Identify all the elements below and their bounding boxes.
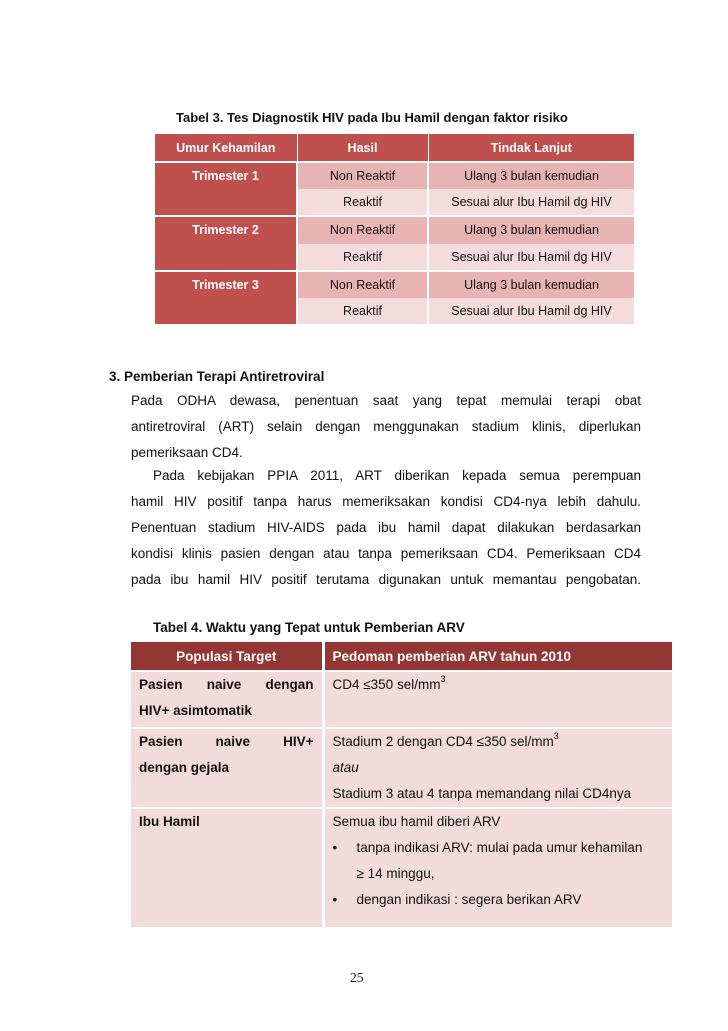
table4-row1-populasi [131,671,323,728]
table3-cell: Sesuai alur Ibu Hamil dg HIV [428,244,634,271]
table4-text: dengan indikasi : segera berikan ARV [356,892,582,907]
bullet-item [333,887,673,913]
table4-caption: Tabel 4. Waktu yang Tepat untuk Pemberian ARV [153,620,465,635]
table3-trimester-2: Trimester 2 [155,216,297,270]
table4-text: tanpa indikasi ARV: mulai pada umur kehamilan [356,840,643,855]
word: Pasien [139,677,183,692]
table4-header-pedoman: Pedoman pemberian ARV tahun 2010 [323,642,672,671]
table3-trimester-3: Trimester 3 [155,271,297,324]
paragraph-line: Pada ODHA dewasa, penentuan saat yang tepat memulai terapi obat [131,393,641,408]
table3-cell: Non Reaktif [297,271,428,298]
table3-cell: Ulang 3 bulan kemudian [428,216,634,243]
table3-cell: Sesuai alur Ibu Hamil dg HIV [428,298,634,324]
paragraph-line: Penentuan stadium HIV-AIDS pada ibu hamil dapat dilakukan berdasarkan [131,520,641,535]
word: dengan [265,677,314,692]
bullet-icon: • [332,840,338,855]
section-title: 3. Pemberian Terapi Antiretroviral [109,369,325,384]
superscript: 3 [440,674,446,684]
table4-header-populasi: Populasi Target [131,642,323,671]
table3-cell: Sesuai alur Ibu Hamil dg HIV [428,189,634,216]
table3 [155,134,634,324]
word: HIV+ [283,734,314,749]
bullet-icon: • [332,892,338,907]
paragraph-line: antiretroviral (ART) selain dengan menggunakan stadium klinis, diperlukan [131,419,641,434]
paragraph-line: Pada kebijakan PPIA 2011, ART diberikan kepada semua perempuan [153,468,641,483]
table4-text: Semua ibu hamil diberi ARV [332,814,501,829]
table4-row2-populasi [131,728,323,808]
superscript: 3 [553,731,559,741]
table3-cell: Non Reaktif [297,216,428,243]
table4-text: CD4 ≤350 sel/mm [332,677,441,692]
table4-row1-pedoman [323,671,672,728]
table3-header-hasil: Hasil [297,134,428,162]
word: naive [215,734,251,749]
paragraph-line: kondisi klinis pasien dengan atau tanpa pemeriksaan CD4. Pemeriksaan CD4 [131,546,641,561]
table4 [131,642,672,927]
table4-text: atau [332,760,359,775]
table4-text: ≥ 14 minggu, [356,866,435,881]
table4-text: Stadium 3 atau 4 tanpa memandang nilai CD4nya [332,786,632,801]
word: naive [206,677,242,692]
table3-cell: Ulang 3 bulan kemudian [428,162,634,189]
table4-row2-pedoman [323,728,672,808]
table4-row3-populasi: Ibu Hamil [131,808,323,927]
table3-cell: Reaktif [297,298,428,324]
table3-cell: Reaktif [297,189,428,216]
paragraph-line: pada ibu hamil HIV positif terutama digunakan untuk memantau pengobatan. [131,572,641,587]
table4-text: HIV+ asimtomatik [139,703,252,718]
page-number: 25 [350,970,364,985]
table3-cell: Reaktif [297,244,428,271]
table3-cell: Ulang 3 bulan kemudian [428,271,634,298]
paragraph-2 [131,463,641,593]
table3-caption: Tabel 3. Tes Diagnostik HIV pada Ibu Hamil dengan faktor risiko [176,110,568,125]
paragraph-1 [131,388,641,466]
paragraph-line: hamil HIV positif tanpa harus memeriksakan kondisi CD4-nya lebih dahulu. [131,494,641,509]
word: Pasien [139,734,183,749]
paragraph-line: pemeriksaan CD4. [131,445,243,460]
table4-row3-pedoman [323,808,672,927]
table3-cell: Non Reaktif [297,162,428,189]
table4-text: dengan gejala [139,760,230,775]
table3-header-tindak: Tindak Lanjut [428,134,634,162]
table3-trimester-1: Trimester 1 [155,162,297,216]
table3-header-umur: Umur Kehamilan [155,134,297,162]
table4-text: Stadium 2 dengan CD4 ≤350 sel/mm [332,734,554,749]
bullet-item [333,835,673,887]
